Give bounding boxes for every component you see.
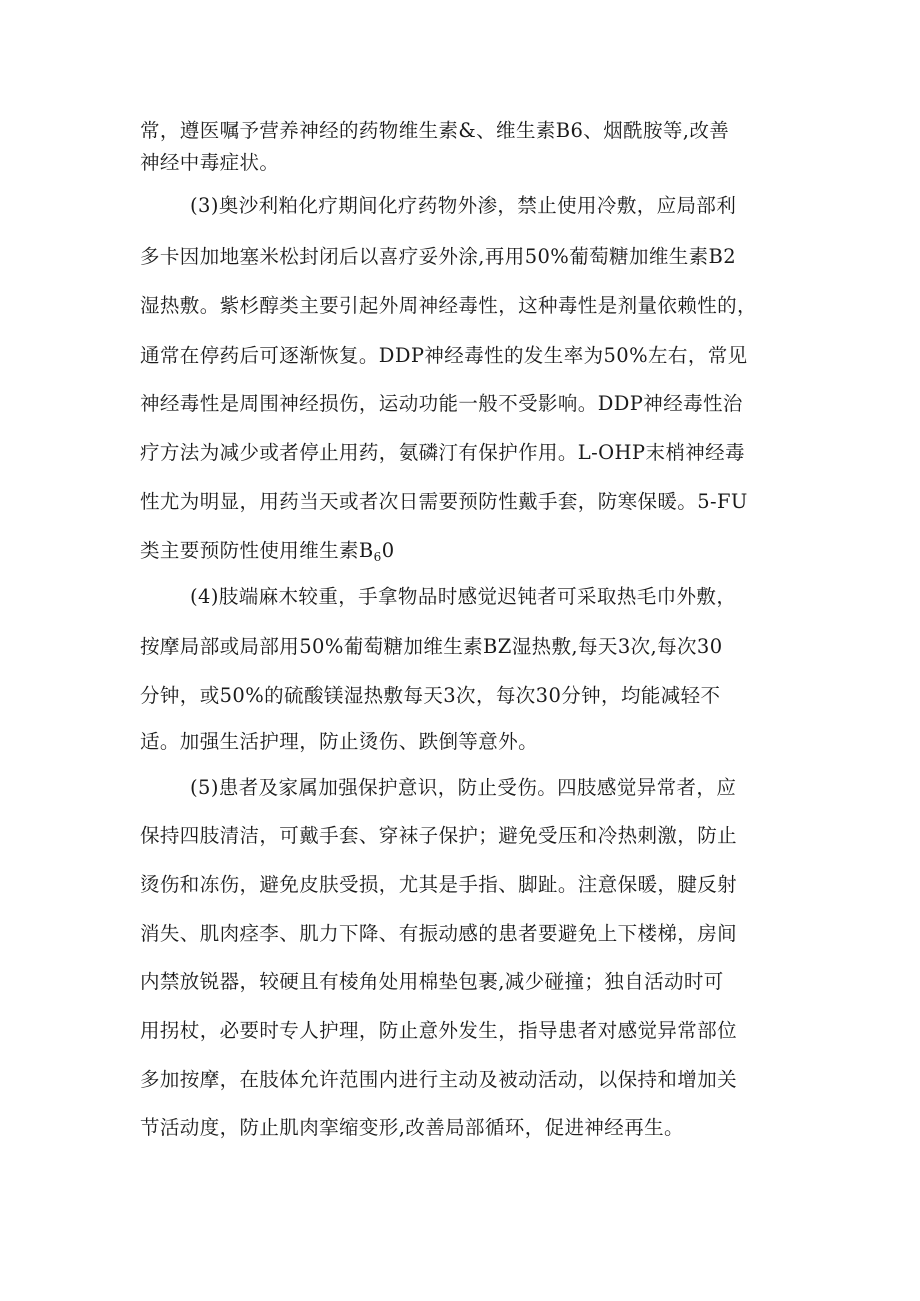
paragraph-4-start: (4)肢端麻木较重，手拿物品时感觉迟钝者可采取热毛巾外敷， — [190, 585, 737, 608]
text-line: 保持四肢清洁，可戴手套、穿袜子保护；避免受压和冷热刺激，防止 — [140, 824, 738, 847]
text-segment: 0 — [381, 539, 395, 562]
paragraph-5-start: (5)患者及家属加强保护意识，防止受伤。四肢感觉异常者，应 — [190, 776, 737, 799]
text-segment: 类主要预防性使用维生素B — [140, 539, 374, 562]
text-line: 多加按摩，在肢体允许范围内进行主动及被动活动，以保持和增加关 — [140, 1068, 738, 1091]
text-line: 内禁放锐器，较硬且有棱角处用棉垫包裹,减少碰撞；独自活动时可 — [140, 970, 724, 993]
text-line: 多卡因加地塞米松封闭后以喜疗妥外涂,再用50%葡萄糖加维生素B2 — [140, 245, 737, 268]
text-line: 用拐杖，必要时专人护理，防止意外发生，指导患者对感觉异常部位 — [140, 1019, 738, 1042]
text-line: 通常在停药后可逐渐恢复。DDP神经毒性的发生率为50%左右，常见 — [140, 344, 748, 367]
text-line: 常，遵医嘱予营养神经的药物维生素&、维生素B6、烟酰胺等,改善 — [140, 119, 730, 142]
text-line: 烫伤和冻伤，避免皮肤受损，尤其是手指、脚趾。注意保暖，腱反射 — [140, 873, 738, 896]
subscript-6: 6 — [373, 550, 382, 564]
text-line: 疗方法为减少或者停止用药，氨磷汀有保护作用。L-OHP末梢神经毒 — [140, 441, 745, 464]
text-line: 性尤为明显，用药当天或者次日需要预防性戴手套，防寒保暖。5-FU — [140, 490, 748, 513]
text-line: 消失、肌肉痉李、肌力下降、有振动感的患者要避免上下楼梯，房间 — [140, 922, 738, 945]
text-line: 神经中毒症状。 — [140, 151, 280, 174]
text-line: 神经毒性是周围神经损伤，运动功能一般不受影响。DDP神经毒性治 — [140, 392, 743, 415]
text-line: 适。加强生活护理，防止烫伤、跌倒等意外。 — [140, 730, 539, 753]
text-line: 分钟，或50%的硫酸镁湿热敷每天3次，每次30分钟，均能减轻不 — [140, 684, 721, 707]
text-line: 湿热敷。紫杉醇类主要引起外周神经毒性，这种毒性是剂量依赖性的， — [140, 294, 757, 317]
text-line: 按摩局部或局部用50%葡萄糖加维生素BZ湿热敷,每天3次,每次30 — [140, 635, 723, 658]
paragraph-3-start: (3)奥沙利粕化疗期间化疗药物外渗，禁止使用冷敷，应局部利 — [190, 194, 737, 217]
text-line: 节活动度，防止肌肉挛缩变形,改善局部循环，促进神经再生。 — [140, 1116, 684, 1139]
text-line-vitamin — [140, 538, 790, 564]
